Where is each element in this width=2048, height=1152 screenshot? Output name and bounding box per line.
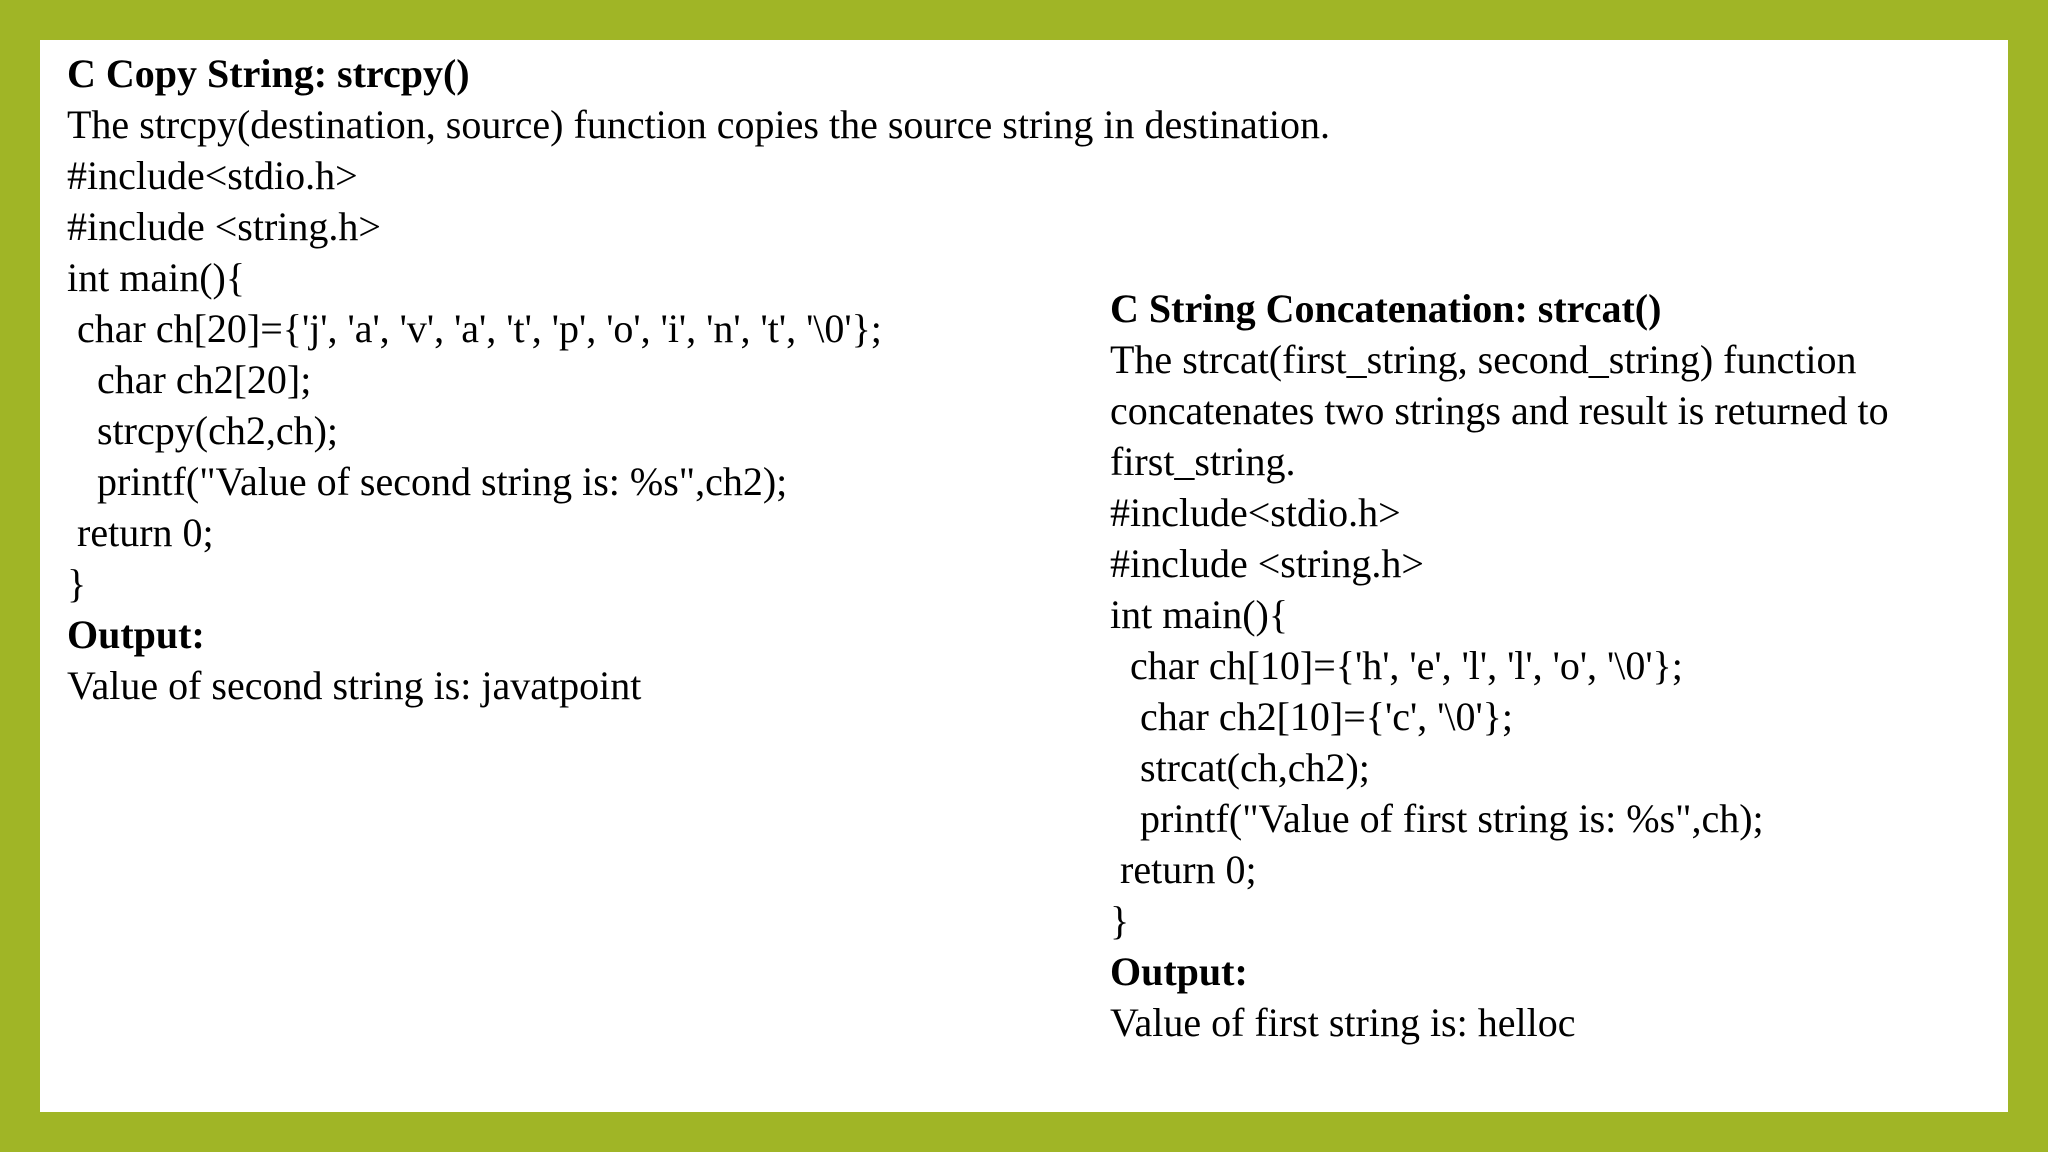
strcpy-code-line: } xyxy=(67,561,87,606)
strcpy-output-value: Value of second string is: javatpoint xyxy=(67,663,642,708)
strcpy-code-line: #include <string.h> xyxy=(67,204,381,249)
slide-content xyxy=(40,40,2008,1112)
strcpy-title: C Copy String: strcpy() xyxy=(67,51,470,96)
strcat-description-line: first_string. xyxy=(1110,439,1296,484)
strcat-code-line: char ch2[10]={'c', '\0'}; xyxy=(1110,694,1513,739)
strcat-code-line: int main(){ xyxy=(1110,592,1289,637)
strcat-output-value: Value of first string is: helloc xyxy=(1110,1000,1576,1045)
strcpy-code-line: char ch[20]={'j', 'a', 'v', 'a', 't', 'p', 'o', 'i', 'n', 't', '\0'}; xyxy=(67,306,882,351)
strcat-code-line: } xyxy=(1110,898,1130,943)
strcpy-code-line: int main(){ xyxy=(67,255,246,300)
strcat-description-line: concatenates two strings and result is returned to xyxy=(1110,388,1889,433)
strcpy-output-label: Output: xyxy=(67,612,205,657)
strcat-description-line: The strcat(first_string, second_string) function xyxy=(1110,337,1857,382)
strcpy-code-line: return 0; xyxy=(67,510,214,555)
strcat-code-line: #include <string.h> xyxy=(1110,541,1424,586)
strcat-title: C String Concatenation: strcat() xyxy=(1110,286,1662,331)
strcpy-code-line: #include<stdio.h> xyxy=(67,153,358,198)
strcat-code-line: strcat(ch,ch2); xyxy=(1110,745,1370,790)
strcat-output-label: Output: xyxy=(1110,949,1248,994)
strcat-code-line: return 0; xyxy=(1110,847,1257,892)
strcpy-code-line: char ch2[20]; xyxy=(67,357,312,402)
strcat-code-line: char ch[10]={'h', 'e', 'l', 'l', 'o', '\0'}; xyxy=(1110,643,1683,688)
strcpy-code-line: strcpy(ch2,ch); xyxy=(67,408,339,453)
strcpy-description: The strcpy(destination, source) function copies the source string in destination. xyxy=(67,102,1331,147)
strcat-code-line: #include<stdio.h> xyxy=(1110,490,1401,535)
strcat-code-line: printf("Value of first string is: %s",ch); xyxy=(1110,796,1764,841)
strcpy-code-line: printf("Value of second string is: %s",ch2); xyxy=(67,459,788,504)
